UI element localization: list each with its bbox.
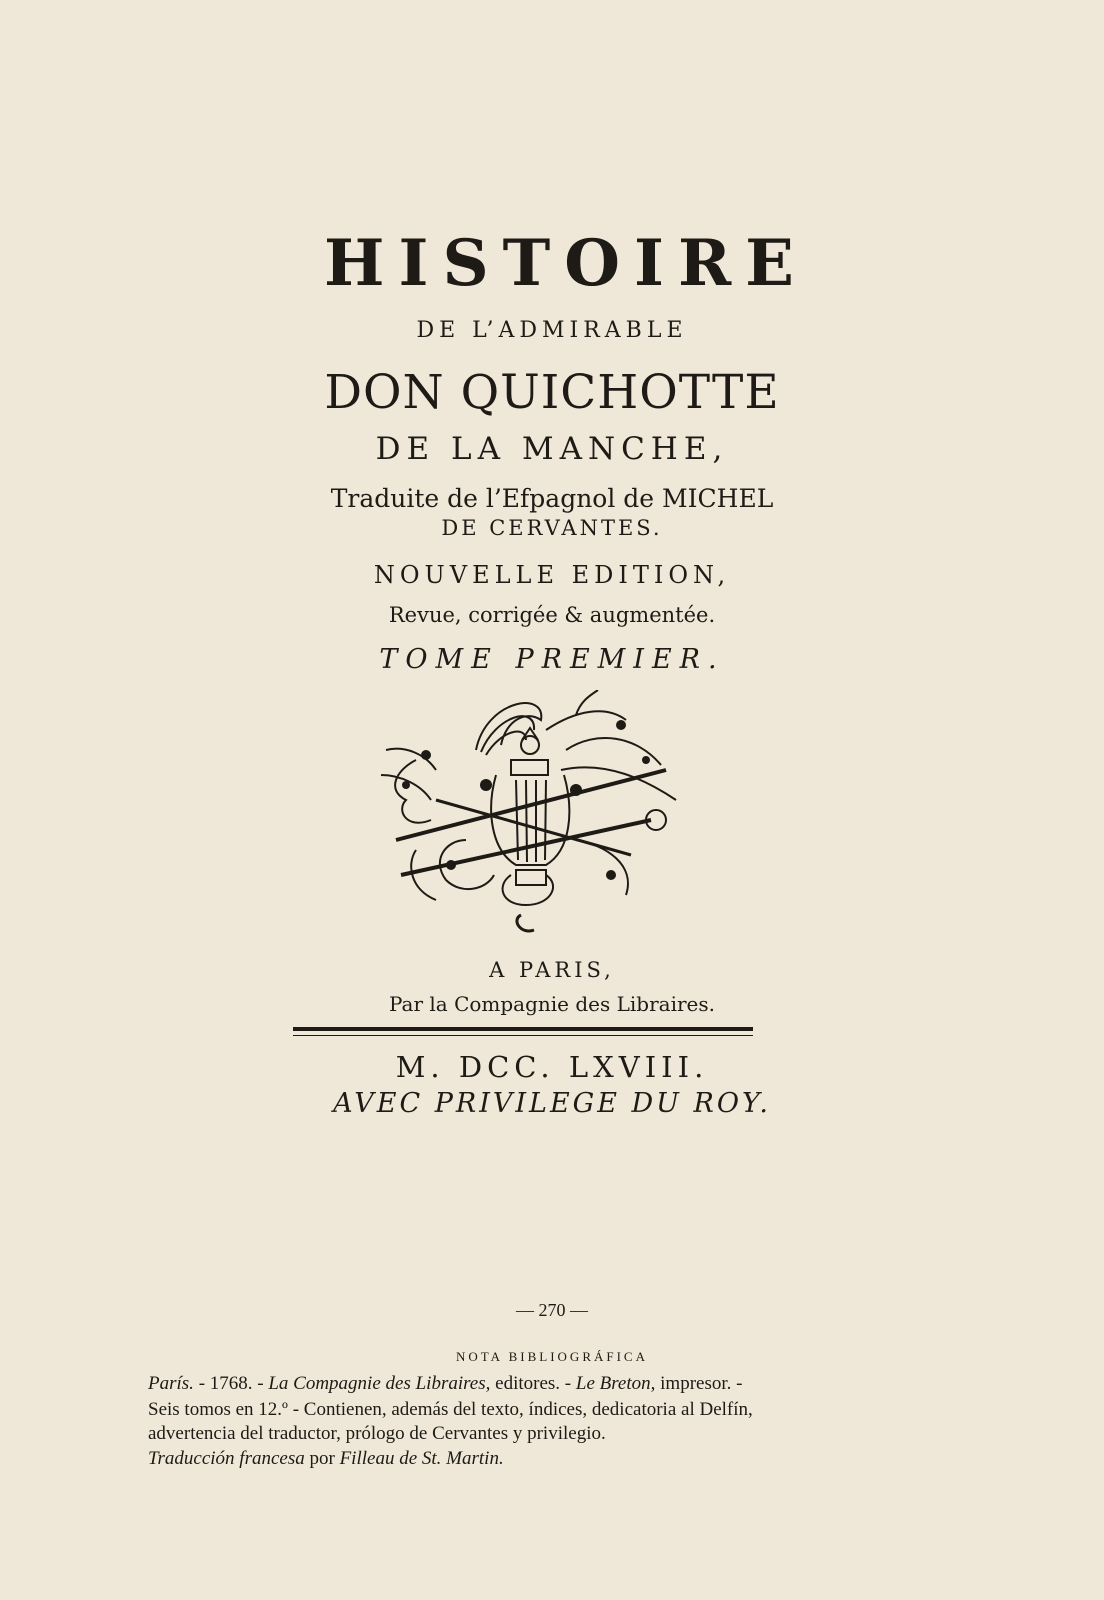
note-role-printer: impresor. - <box>655 1373 743 1394</box>
subtitle-line-3: DE LA MANCHE, <box>375 431 729 467</box>
page-number: — 270 — <box>516 1300 588 1320</box>
privilege-line: AVEC PRIVILEGE DU ROY. <box>333 1088 771 1119</box>
bibliographic-note-line-4 <box>148 1448 908 1470</box>
bibliographic-note-line-2: Seis tomos en 12.º - Contienen, además del texto, índices, dedicatoria al Delfín, <box>148 1399 753 1420</box>
lyre-trophy-ornament-icon <box>376 690 682 940</box>
note-role-editors: editores. - <box>490 1373 576 1394</box>
translator-line: Traduite de l’Efpagnol de MICHEL <box>330 484 774 513</box>
subtitle-line-2: DON QUICHOTTE <box>324 365 780 420</box>
note-place: París. <box>148 1373 194 1394</box>
note-translator: Filleau de St. Martin. <box>339 1448 504 1469</box>
imprint-publisher: Par la Compagnie des Libraires. <box>388 992 716 1016</box>
edition-line: NOUVELLE EDITION, <box>373 561 731 589</box>
edition-note: Revue, corrigée & augmentée. <box>388 603 716 627</box>
note-translation: Traducción francesa <box>148 1448 305 1469</box>
main-title: HISTOIRE <box>324 226 808 301</box>
subtitle-line-1: DE L’ADMIRABLE <box>416 318 688 343</box>
imprint-city: A PARIS, <box>489 958 615 982</box>
bibliographic-note-line-3: advertencia del traductor, prólogo de Cervantes y privilegio. <box>148 1423 606 1444</box>
note-publisher: La Compagnie des Libraires, <box>268 1373 491 1394</box>
note-by: por <box>304 1448 340 1469</box>
imprint-year: M. DCC. LXVIII. <box>395 1050 709 1084</box>
note-printer: Le Breton, <box>575 1373 656 1394</box>
note-year: - 1768. - <box>193 1373 269 1394</box>
author-line: DE CERVANTES. <box>441 516 663 540</box>
divider-thick <box>293 1027 753 1031</box>
tome-line: TOME PREMIER. <box>379 644 725 675</box>
divider-thin <box>293 1035 753 1036</box>
bibliographic-note-line-1 <box>148 1373 908 1395</box>
note-heading: NOTA BIBLIOGRÁFICA <box>456 1349 648 1364</box>
